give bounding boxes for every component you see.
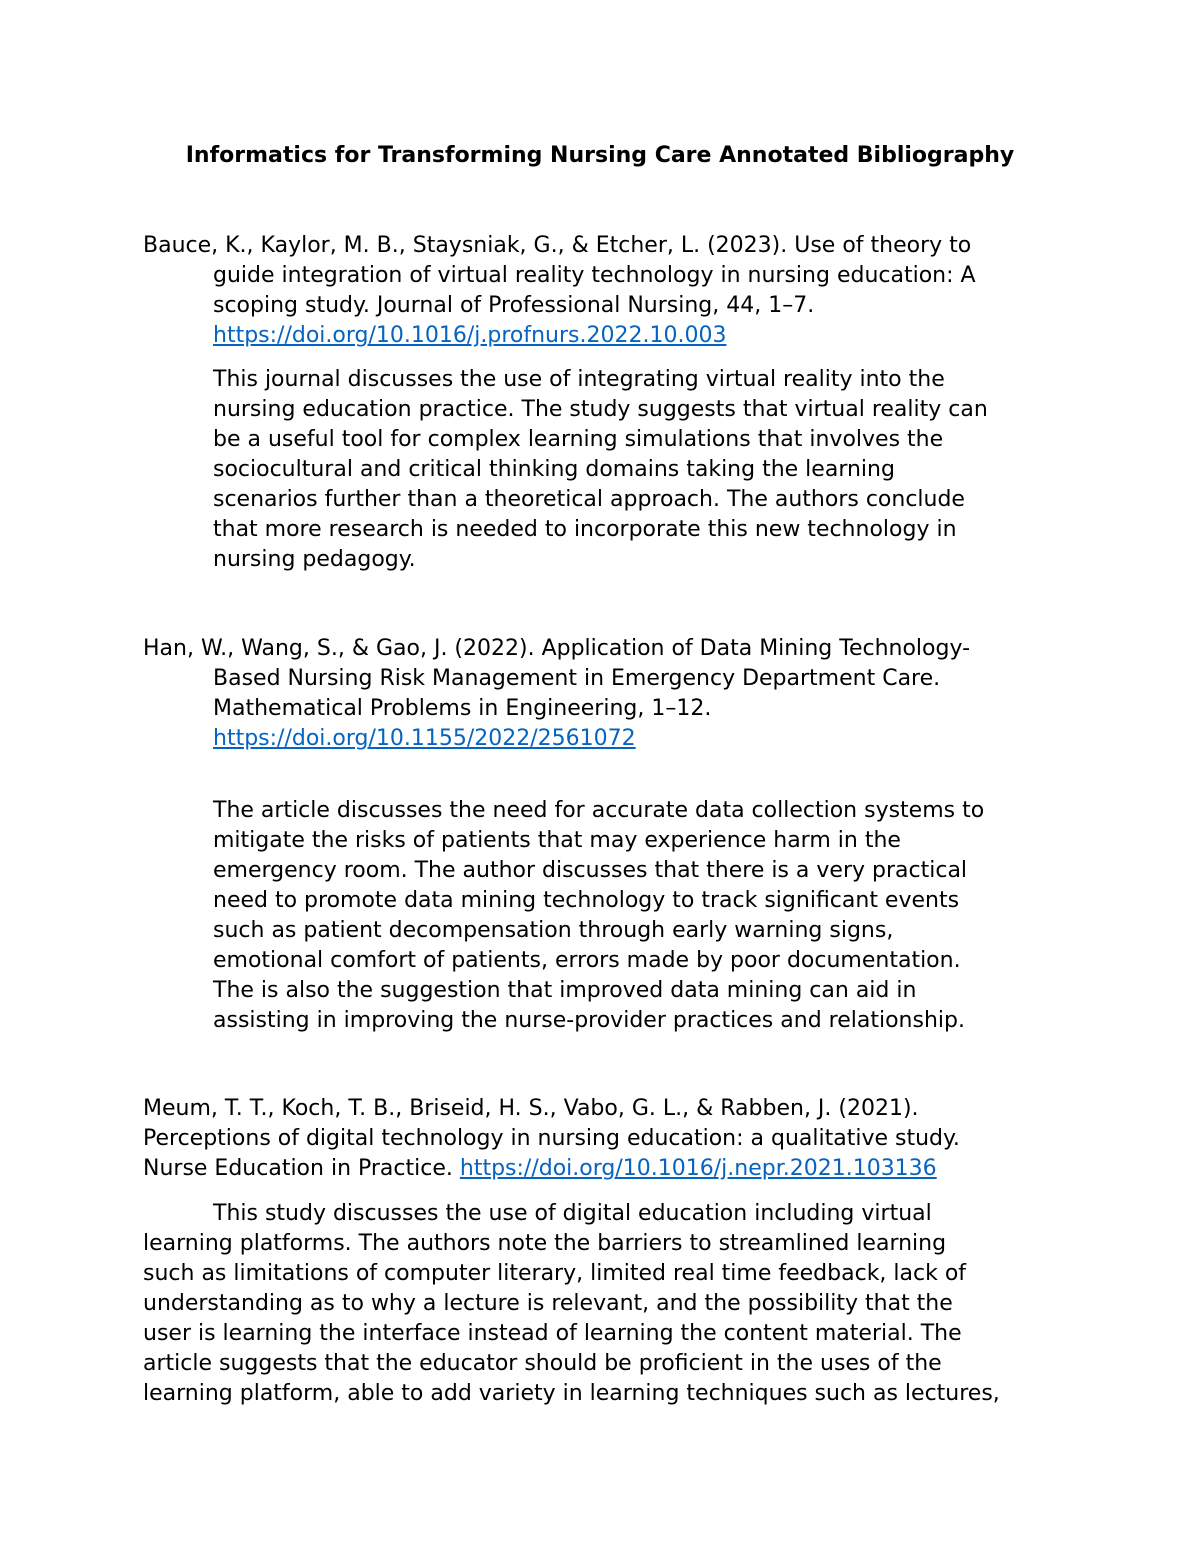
doi-link[interactable]: https://doi.org/10.1016/j.profnurs.2022.10.003 — [213, 323, 727, 348]
annotation-line: understanding as to why a lecture is relevant, and the possibility that the — [143, 1291, 953, 1316]
annotation-line: sociocultural and critical thinking domains taking the learning — [213, 457, 895, 482]
citation-line: Mathematical Problems in Engineering, 1–12. — [213, 696, 712, 721]
doi-link[interactable]: https://doi.org/10.1016/j.nepr.2021.103136 — [459, 1156, 937, 1181]
citation-doi-line — [143, 321, 1063, 351]
annotation-line: This journal discusses the use of integrating virtual reality into the — [213, 367, 945, 392]
annotation-line: learning platforms. The authors note the barriers to streamlined learning — [143, 1231, 947, 1256]
annotation-line: learning platform, able to add variety in learning techniques such as lectures, — [143, 1381, 1000, 1406]
citation-line: Nurse Education in Practice. — [143, 1156, 460, 1181]
citation-line: guide integration of virtual reality technology in nursing education: A — [213, 263, 976, 288]
annotation-line: nursing pedagogy. — [213, 547, 416, 572]
citation-line: Based Nursing Risk Management in Emergency Department Care. — [213, 666, 941, 691]
citation-doi-line — [143, 724, 1063, 754]
entry-1-citation — [143, 231, 1063, 351]
entry-2-citation — [143, 634, 1063, 754]
annotation-line: need to promote data mining technology to track significant events — [213, 888, 960, 913]
document-title: Informatics for Transforming Nursing Care Annotated Bibliography — [185, 143, 1015, 168]
doi-link[interactable]: https://doi.org/10.1155/2022/2561072 — [213, 726, 636, 751]
citation-doi-line — [143, 1154, 1063, 1184]
citation-line: scoping study. Journal of Professional Nursing, 44, 1–7. — [213, 293, 815, 318]
annotation-line: The is also the suggestion that improved data mining can aid in — [213, 978, 917, 1003]
annotation-line: The article discusses the need for accurate data collection systems to — [213, 798, 985, 823]
annotation-line: that more research is needed to incorporate this new technology in — [213, 517, 957, 542]
citation-line: Han, W., Wang, S., & Gao, J. (2022). Application of Data Mining Technology- — [143, 636, 971, 661]
annotation-line: such as limitations of computer literary, limited real time feedback, lack of — [143, 1261, 967, 1286]
annotation-line: This study discusses the use of digital education including virtual — [213, 1201, 932, 1226]
citation-line: Bauce, K., Kaylor, M. B., Staysniak, G., & Etcher, L. (2023). Use of theory to — [143, 233, 972, 258]
annotation-line: user is learning the interface instead of learning the content material. The — [143, 1321, 962, 1346]
entry-3-annotation — [143, 1199, 1063, 1409]
annotation-line: such as patient decompensation through early warning signs, — [213, 918, 894, 943]
annotation-line: article suggests that the educator should be proficient in the uses of the — [143, 1351, 942, 1376]
annotation-line: nursing education practice. The study suggests that virtual reality can — [213, 397, 988, 422]
annotation-line: emergency room. The author discusses that there is a very practical — [213, 858, 968, 883]
annotation-line: be a useful tool for complex learning simulations that involves the — [213, 427, 944, 452]
entry-1-annotation — [143, 365, 1063, 575]
citation-line: Perceptions of digital technology in nursing education: a qualitative study. — [143, 1126, 960, 1151]
annotation-line: scenarios further than a theoretical approach. The authors conclude — [213, 487, 965, 512]
entry-3-citation — [143, 1094, 1063, 1184]
annotation-line: emotional comfort of patients, errors made by poor documentation. — [213, 948, 961, 973]
annotation-line: mitigate the risks of patients that may experience harm in the — [213, 828, 901, 853]
annotation-line: assisting in improving the nurse-provider practices and relationship. — [213, 1008, 965, 1033]
citation-line: Meum, T. T., Koch, T. B., Briseid, H. S., Vabo, G. L., & Rabben, J. (2021). — [143, 1096, 919, 1121]
entry-2-annotation — [143, 796, 1063, 1036]
